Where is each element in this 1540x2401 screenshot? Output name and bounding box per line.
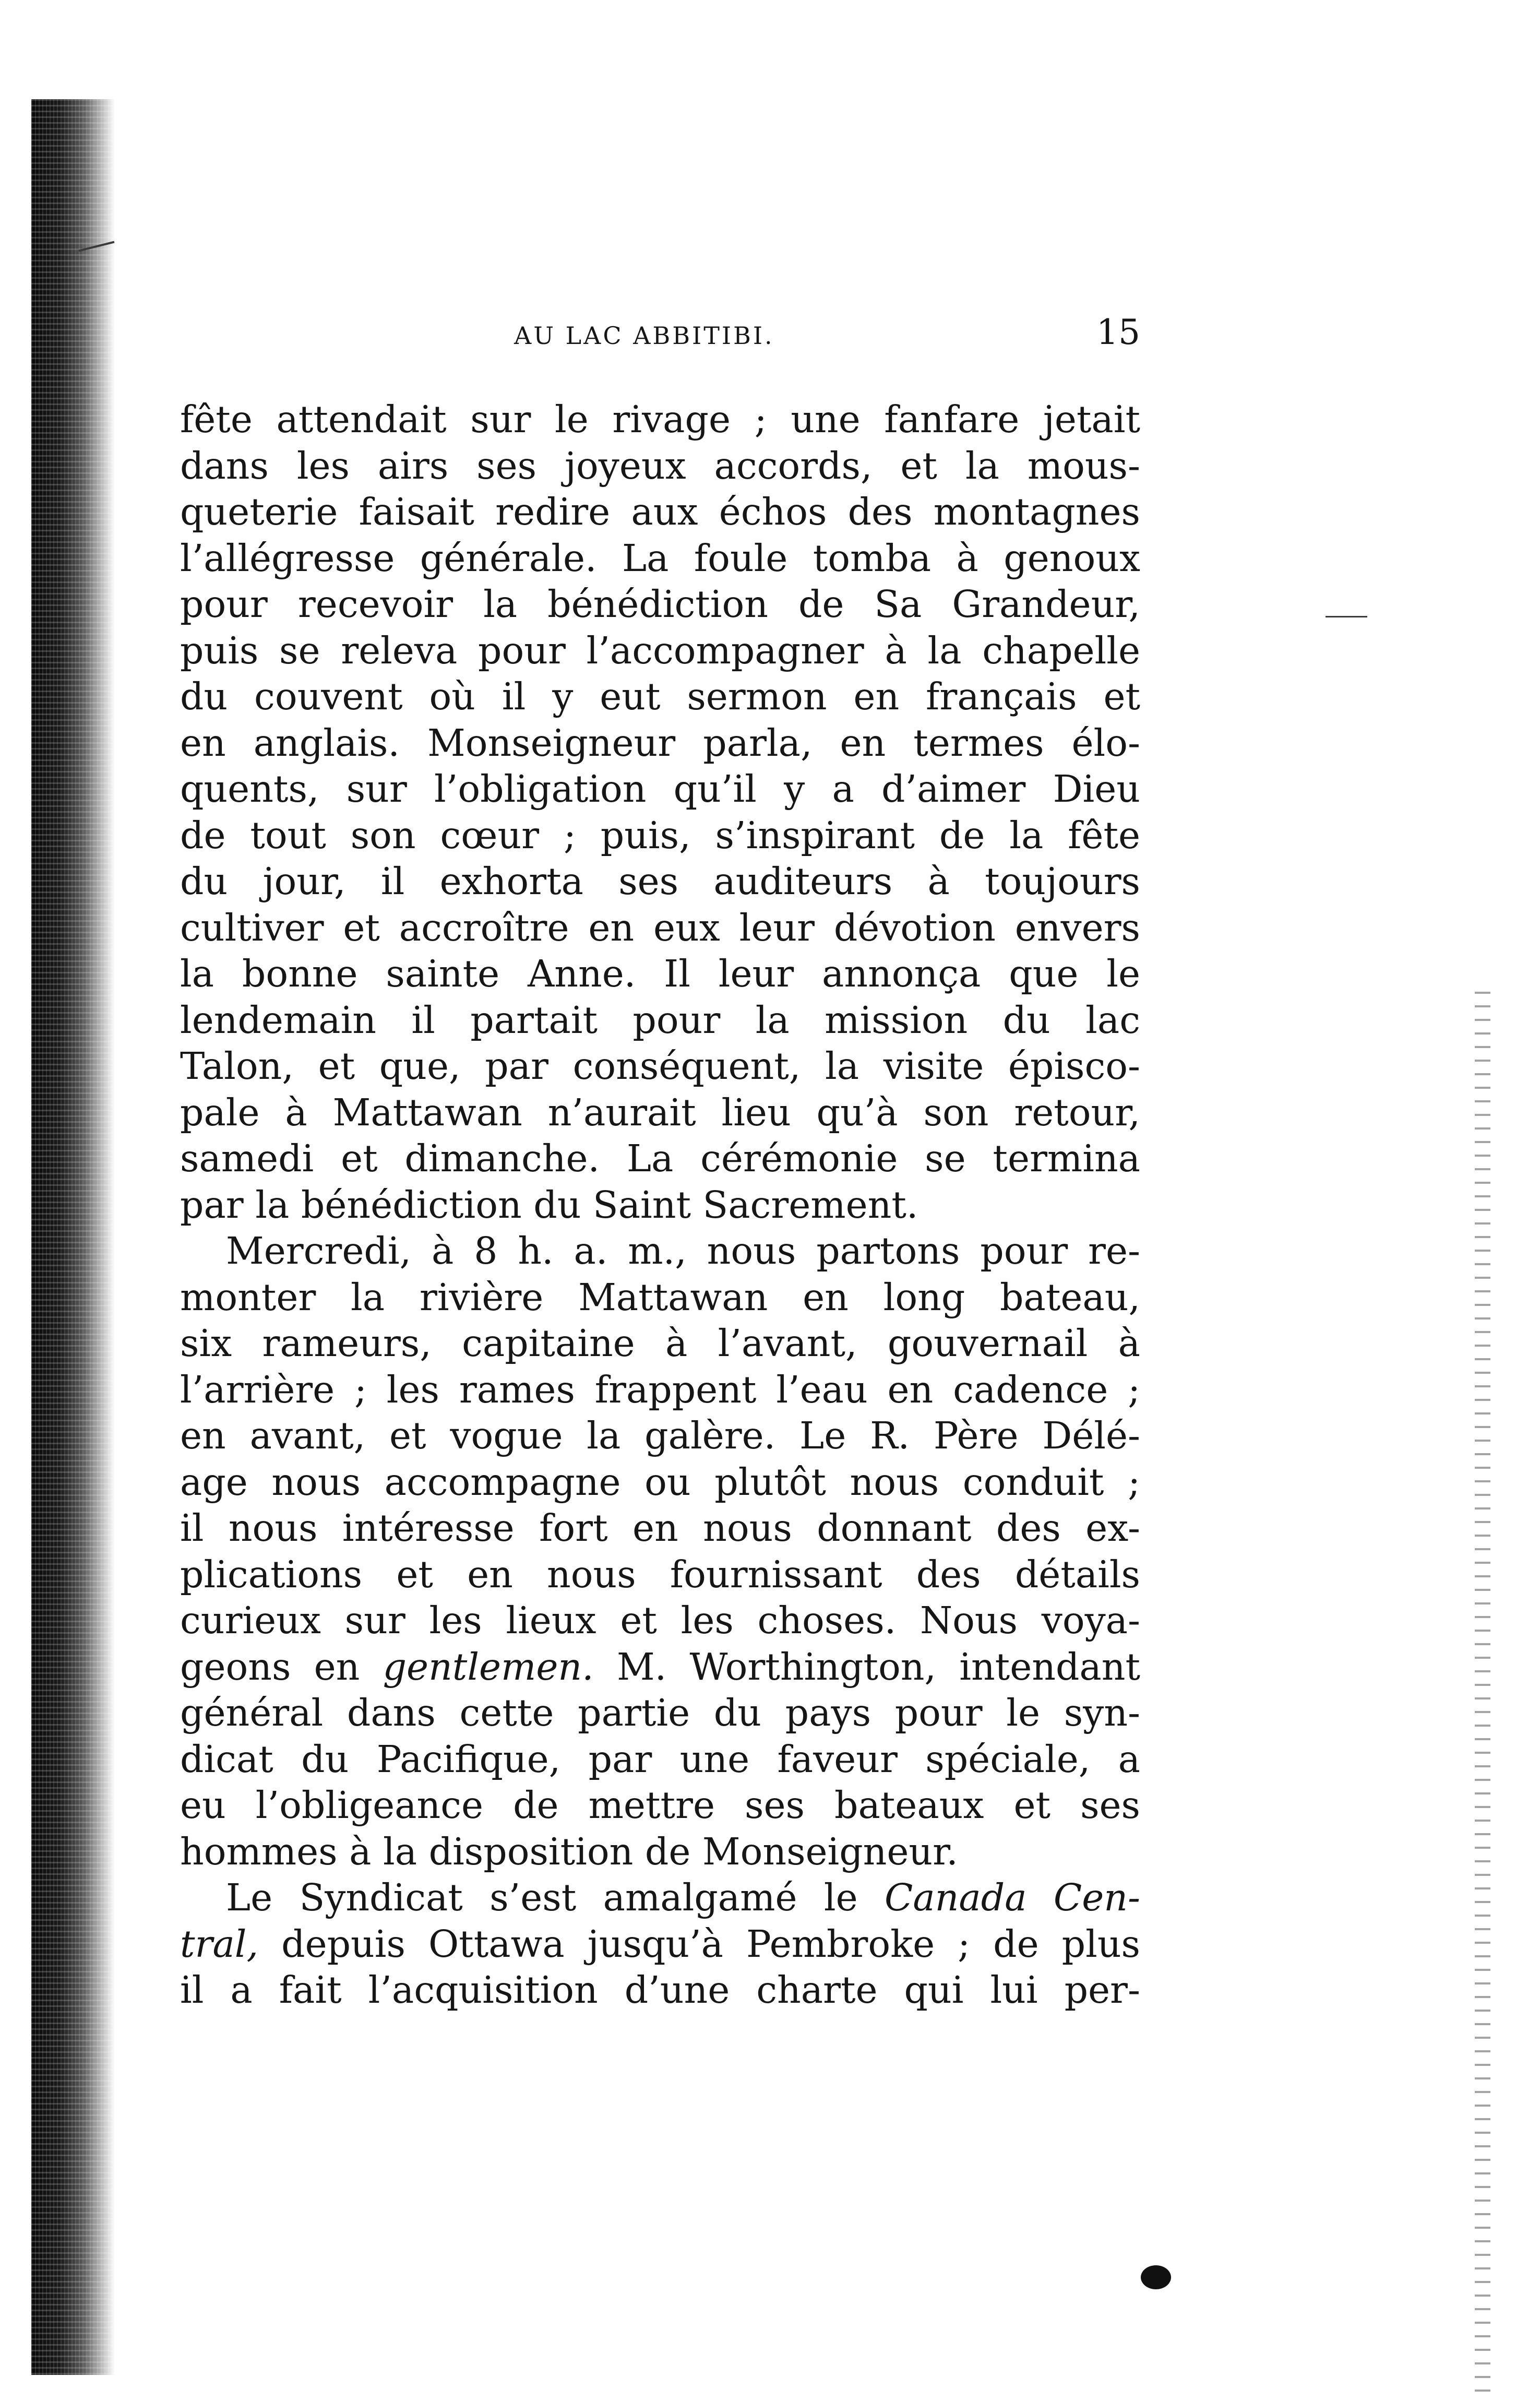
text-line: du jour, il exhorta ses auditeurs à toujours bbox=[180, 860, 1140, 903]
text-line bbox=[180, 1875, 1140, 1921]
text-line: général dans cette partie du pays pour le syn- bbox=[180, 1691, 1140, 1734]
text-line: il nous intéresse fort en nous donnant des ex- bbox=[180, 1506, 1140, 1550]
text-line: queterie faisait redire aux échos des montagnes bbox=[180, 490, 1140, 533]
text-line: eu l’obligeance de mettre ses bateaux et ses bbox=[180, 1784, 1140, 1827]
text-line: la bonne sainte Anne. Il leur annonça que le bbox=[180, 952, 1140, 995]
text-line bbox=[180, 1644, 1140, 1691]
text-line: curieux sur les lieux et les choses. Nous voya- bbox=[180, 1599, 1140, 1642]
text-line: cultiver et accroître en eux leur dévotion envers bbox=[180, 906, 1140, 949]
text-line: l’allégresse générale. La foule tomba à genoux bbox=[180, 536, 1140, 580]
text-line: plications et en nous fournissant des détails bbox=[180, 1552, 1140, 1596]
text-line: quents, sur l’obligation qu’il y a d’aimer Dieu bbox=[180, 767, 1140, 811]
text-line: par la bénédiction du Saint Sacrement. bbox=[180, 1183, 918, 1227]
text-run: depuis Ottawa jusqu’à Pembroke ; de plus bbox=[258, 1922, 1140, 1966]
text-line: en avant, et vogue la galère. Le R. Père Délé- bbox=[180, 1414, 1140, 1457]
text-line: du couvent où il y eut sermon en français et bbox=[180, 675, 1140, 718]
binding-edge-shadow bbox=[31, 99, 115, 2375]
text-line: l’arrière ; les rames frappent l’eau en cadence ; bbox=[180, 1368, 1140, 1411]
text-run: geons en bbox=[180, 1645, 383, 1689]
text-line bbox=[180, 1921, 1140, 1968]
italic-term: gentlemen. bbox=[383, 1645, 594, 1689]
text-line: samedi et dimanche. La cérémonie se termina bbox=[180, 1137, 1140, 1180]
text-run: M. Worthington, intendant bbox=[593, 1645, 1140, 1689]
text-line: hommes à la disposition de Monseigneur. bbox=[180, 1829, 958, 1873]
text-line: lendemain il partait pour la mission du lac bbox=[180, 998, 1140, 1042]
body-text bbox=[180, 397, 1140, 2014]
text-line: age nous accompagne ou plutôt nous conduit ; bbox=[180, 1460, 1140, 1504]
scan-mark bbox=[1326, 616, 1367, 617]
ink-spot bbox=[1141, 2265, 1171, 2289]
page-number: 15 bbox=[1096, 312, 1140, 352]
text-line: dicat du Pacifique, par une faveur spéciale, a bbox=[180, 1737, 1140, 1781]
paragraph bbox=[180, 1228, 1140, 1875]
paragraph bbox=[180, 1875, 1140, 2014]
text-line: dans les airs ses joyeux accords, et la mous- bbox=[180, 444, 1140, 488]
paragraph bbox=[180, 397, 1140, 1228]
text-line: puis se releva pour l’accompagner à la chapelle bbox=[180, 628, 1140, 672]
text-line: monter la rivière Mattawan en long bateau, bbox=[180, 1275, 1140, 1319]
text-line: six rameurs, capitaine à l’avant, gouvernail à bbox=[180, 1322, 1140, 1365]
italic-term: Canada Cen- bbox=[885, 1876, 1140, 1919]
margin-speckle bbox=[1475, 992, 1490, 2401]
text-line: pour recevoir la bénédiction de Sa Grandeur, bbox=[180, 583, 1140, 626]
text-line: en anglais. Monseigneur parla, en termes élo- bbox=[180, 721, 1140, 765]
page-header bbox=[180, 312, 1140, 359]
running-title: AU LAC ABBITIBI. bbox=[514, 322, 774, 350]
text-line: il a fait l’acquisition d’une charte qui lui per- bbox=[180, 1968, 1140, 2012]
text-line: Mercredi, à 8 h. a. m., nous partons pour re- bbox=[226, 1229, 1140, 1273]
text-line: fête attendait sur le rivage ; une fanfare jetait bbox=[180, 398, 1140, 441]
italic-term: tral, bbox=[180, 1922, 259, 1966]
text-line: Talon, et que, par conséquent, la visite épisco- bbox=[180, 1044, 1140, 1088]
text-line: de tout son cœur ; puis, s’inspirant de la fête bbox=[180, 813, 1140, 857]
text-run: Le Syndicat s’est amalgamé le bbox=[226, 1876, 885, 1919]
text-line: pale à Mattawan n’aurait lieu qu’à son retour, bbox=[180, 1090, 1140, 1134]
